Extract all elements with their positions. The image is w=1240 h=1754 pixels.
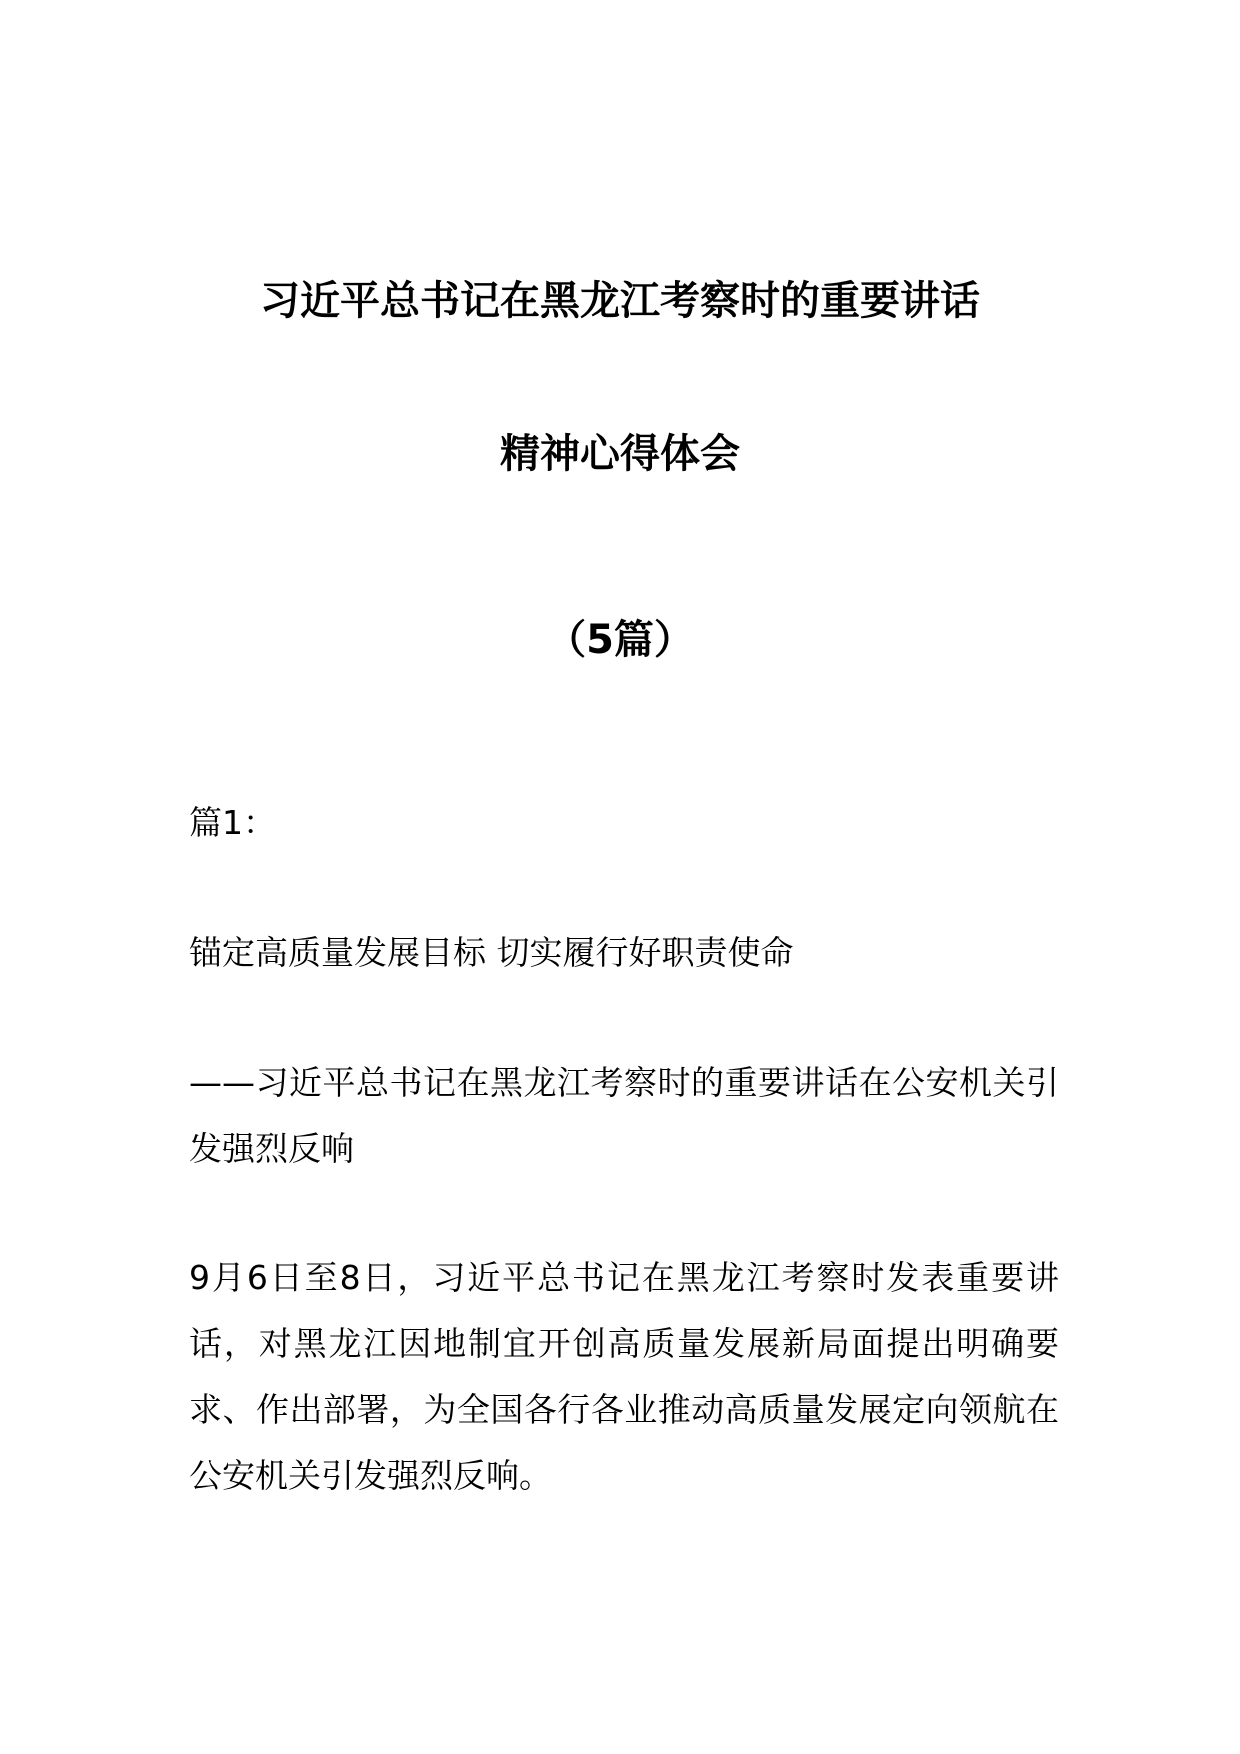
body-paragraph: 9月6日至8日，习近平总书记在黑龙江考察时发表重要讲话，对黑龙江因地制宜开创高质量发展新局面提出明确要求、作出部署，为全国各行各业推动高质量发展定向领航在公安机关引发强烈反响。 xyxy=(189,1258,1059,1495)
document-title-count: （5篇） xyxy=(546,617,694,663)
section-label: 篇1： xyxy=(189,803,276,842)
section-subtitle: 锚定高质量发展目标 切实履行好职责使命 xyxy=(189,933,794,972)
document-title-line1: 习近平总书记在黑龙江考察时的重要讲话 xyxy=(260,278,980,324)
section-dash-subtitle: ——习近平总书记在黑龙江考察时的重要讲话在公安机关引发强烈反响 xyxy=(189,1063,1059,1168)
document-title-line2: 精神心得体会 xyxy=(500,431,740,477)
